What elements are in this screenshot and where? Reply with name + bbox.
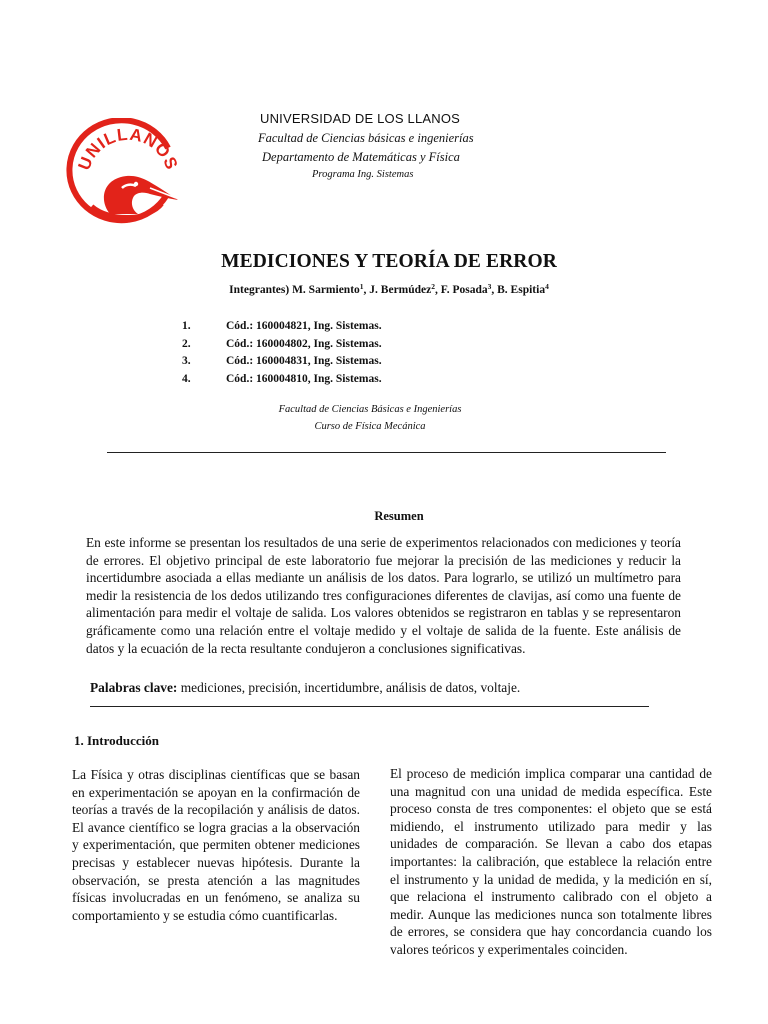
keywords-text: mediciones, precisión, incertidumbre, análisis de datos, voltaje. [177, 680, 521, 695]
logo-text: UNILLANOS [74, 124, 182, 173]
section-title: 1. Introducción [74, 733, 159, 748]
divider [107, 452, 666, 453]
keywords [90, 680, 520, 696]
paper-title: MEDICIONES Y TEORÍA DE ERROR [221, 251, 557, 272]
intro-left-column: La Física y otras disciplinas científicas que se basan en experimentación se apoyan en la confirmación de teorías a través de la recopilación y análisis de datos. El avance científico se logra gracias a la observación y experimentación, que permiten obtener mediciones precisas y establecer nuevas hipótesis. Durante la observación, se presta atención a las magnitudes físicas involucradas en un fenómeno, se analiza su comportamiento y se estudia cómo cuantificarlas. [72, 767, 360, 923]
faculty-name: Facultad de Ciencias básicas e ingenierías [258, 131, 474, 145]
list-item: 4. Cód.: 160004810, Ing. Sistemas. [182, 372, 382, 385]
author: F. Posada$^3$, [440, 282, 498, 296]
author: M. Sarmiento$^1$, [292, 282, 370, 296]
divider [90, 706, 649, 707]
department-name: Departamento de Matemáticas y Física [262, 150, 460, 164]
list-item: 2. Cód.: 160004802, Ing. Sistemas. [182, 337, 382, 350]
author: J. Bermúdez$^2$, [369, 282, 441, 296]
affiliation-course: Curso de Física Mecánica [314, 421, 426, 432]
university-name: UNIVERSIDAD DE LOS LLANOS [260, 111, 461, 126]
university-logo [66, 118, 186, 226]
authors-line [0, 284, 768, 296]
program-name: Programa Ing. Sistemas [312, 169, 414, 180]
student-codes-list [182, 318, 382, 388]
abstract-text: En este informe se presentan los resultados de una serie de experimentos relacionados con mediciones y teoría de errores. El objetivo principal de este laboratorio fue mejorar la precisión de las mediciones y reducir la incertidumbre asociada a ellas mediante un análisis de los datos. Para lograrlo, se utilizó un multímetro para medir la resistencia de los dedos utilizando tres configuraciones diferentes de clavijas, así como una fuente de alimentación para medir el voltaje de salida. Los valores obtenidos se registraron en tablas y se representaron gráficamente como una relación entre el voltaje medido y el voltaje de salida de la fuente. Este análisis de datos y la ecuación de la recta resultante condujeron a conclusiones significativas. [86, 535, 681, 656]
author: B. Espitia$^4$ [497, 282, 549, 296]
list-item: 3. Cód.: 160004831, Ing. Sistemas. [182, 355, 382, 367]
intro-right-column: El proceso de medición implica comparar una cantidad de una magnitud con una unidad de medida específica. Este proceso consta de tres componentes: el objeto que se está midiendo, el instrumento utilizado para medir y las unidades de comparación. Se llevan a cabo dos etapas importantes: la calibración, que establece la relación entre el instrumento y la unidad de medida, y la medición en sí, que relaciona el instrumento calibrado con el objeto a medir. Aunque las mediciones nunca son totalmente libres de errores, se considera que hay concordancia cuando los valores teóricos y experimentales coinciden. [390, 766, 712, 957]
authors-label: Integrantes) [229, 284, 290, 296]
bird-icon [104, 176, 178, 214]
abstract-title: Resumen [374, 509, 424, 523]
list-item: 1. Cód.: 160004821, Ing. Sistemas. [182, 320, 382, 332]
affiliation-faculty: Facultad de Ciencias Básicas e Ingenierías [278, 404, 462, 415]
keywords-label: Palabras clave: [90, 680, 178, 695]
